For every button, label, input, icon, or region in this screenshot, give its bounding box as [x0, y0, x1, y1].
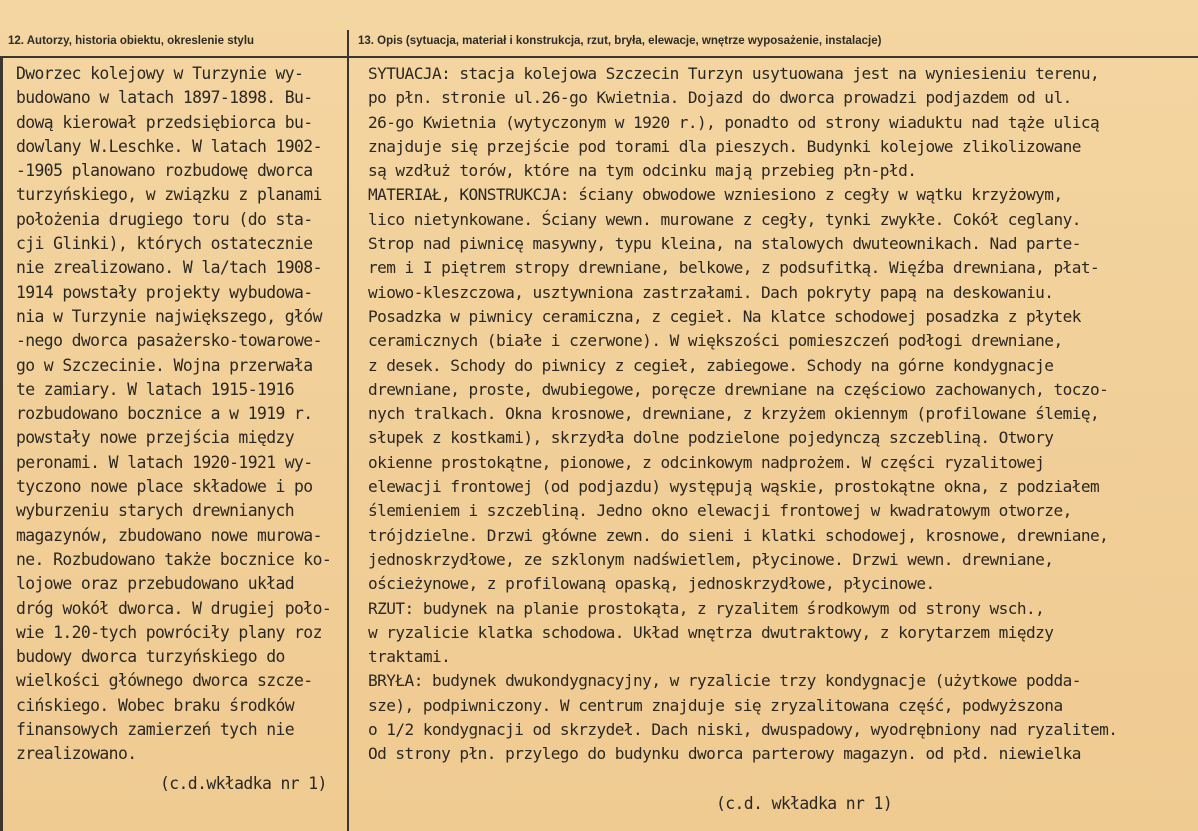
right-column-footer: (c.d. wkładka nr 1) — [716, 794, 893, 813]
text-line: Dworzec kolejowy w Turzynie wy- — [16, 64, 304, 83]
text-line: RZUT: budynek na planie prostokąta, z ryzalitem środkowym od strony wsch., — [368, 598, 1045, 618]
text-line: MATERIAŁ, KONSTRUKCJA: ściany obwodowe wzniesiono z cegły w wątku krzyżowym, — [368, 185, 1063, 205]
text-line: wie 1.20-tych powróciły plany roz — [16, 622, 322, 642]
left-column-footer: (c.d.wkładka nr 1) — [160, 774, 327, 793]
text-line: budowy dworca turzyńskiego do — [16, 647, 285, 667]
text-line: o 1/2 kondygnacji od skrzydeł. Dach niski, dwuspadowy, wyodrębniony nad ryzalitem. — [368, 720, 1118, 740]
text-line: wyburzeniu starych drewnianych — [16, 501, 295, 521]
text-line: -1905 planowano rozbudowę dworca — [16, 161, 313, 181]
text-line: zrealizowano. — [16, 744, 137, 764]
left-column-text — [16, 62, 344, 767]
text-line: z desek. Schody do piwnicy z cegieł, zabiegowe. Schody na górne kondygnacje — [368, 355, 1054, 375]
text-line: drewniane, proste, dwubiegowe, poręcze drewniane na częściowo zachowanych, toczo- — [368, 379, 1109, 399]
text-line: Strop nad piwnicę masywny, typu kleina, na stalowych dwuteownikach. Nad parte- — [368, 234, 1081, 254]
text-line: nie zrealizowano. W la/tach 1908- — [16, 258, 322, 278]
text-line: SYTUACJA: stacja kolejowa Szczecin Turzyn usytuowana jest na wyniesieniu terenu, — [368, 64, 1100, 83]
text-line: dróg wokół dworca. W drugiej poło- — [16, 598, 332, 618]
text-line: w ryzalicie klatka schodowa. Układ wnętrza dwutraktowy, z korytarzem między — [368, 622, 1054, 642]
header-divider — [0, 56, 1198, 58]
text-line: Posadzka w piwnicy ceramiczna, z cegieł. Na klatce schodowej posadzka z płytek — [368, 306, 1081, 326]
right-column-heading: 13. Opis (sytuacja, materiał i konstrukcja, rzut, bryła, elewacje, wnętrze wyposażenie, instalacje) — [358, 35, 882, 47]
text-line: dowlany W.Leschke. W latach 1902- — [16, 136, 322, 156]
text-line: te zamiary. W latach 1915-1916 — [16, 379, 295, 399]
text-line: 1914 powstały projekty wybudowa- — [16, 282, 313, 302]
text-line: peronami. W latach 1920-1921 wy- — [16, 452, 313, 472]
text-line: rem i I piętrem stropy drewniane, belkowe, z podsufitką. Więźba drewniana, płat- — [368, 258, 1100, 278]
text-line: ościeżynowe, z profilowaną opaską, jednoskrzydłowe, płycinowe. — [368, 574, 935, 594]
text-line: nych tralkach. Okna krosnowe, drewniane, z krzyżem okiennym (profilowane ślemię, — [368, 404, 1100, 424]
text-line: ślemieniem i szczebliną. Jedno okno elewacji frontowej w kwadratowym otworze, — [368, 501, 1072, 521]
text-line: traktami. — [368, 647, 451, 667]
text-line: dową kierował przedsiębiorca bu- — [16, 112, 313, 132]
text-line: Od strony płn. przylego do budynku dworca parterowy magazyn. od płd. niewielka — [368, 744, 1081, 764]
text-line: magazynów, zbudowano nowe murowa- — [16, 525, 322, 545]
text-line: go w Szczecinie. Wojna przerwała — [16, 355, 313, 375]
text-line: położenia drugiego toru (do sta- — [16, 209, 313, 229]
text-line: lico nietynkowane. Ściany wewn. murowane z cegły, tynki zwykłe. Cokół ceglany. — [368, 209, 1081, 229]
text-line: znajduje się przejście pod torami dla pieszych. Budynki kolejowe zlikolizowane — [368, 136, 1081, 156]
text-line: budowano w latach 1897-1898. Bu- — [16, 88, 313, 108]
text-line: ne. Rozbudowano także bocznice ko- — [16, 549, 332, 569]
text-line: po płn. stronie ul.26-go Kwietnia. Dojazd do dworca prowadzi podjazdem od ul. — [368, 88, 1072, 108]
text-line: elewacji frontowej (od podjazdu) występują wąskie, prostokątne okna, z podziałem — [368, 477, 1100, 497]
right-column-text — [368, 62, 1194, 767]
text-line: słupek z kostkami), skrzydła dolne podzielone pojedynczą szczebliną. Otwory — [368, 428, 1054, 448]
text-line: rozbudowano bocznice a w 1919 r. — [16, 404, 313, 424]
text-line: tyczono nowe place składowe i po — [16, 477, 313, 497]
text-line: finansowych zamierzeń tych nie — [16, 720, 295, 740]
text-line: 26-go Kwietnia (wytyczonym w 1920 r.), ponadto od strony wiaduktu nad tąże ulicą — [368, 112, 1100, 132]
text-line: lojowe oraz przebudowano układ — [16, 574, 295, 594]
text-line: są wzdłuż torów, które na tym odcinku mają przebieg płn-płd. — [368, 161, 917, 181]
left-column-heading: 12. Autorzy, historia obiektu, okreslenie stylu — [8, 35, 255, 47]
text-line: nia w Turzynie największego, głów — [16, 306, 322, 326]
text-line: -nego dworca pasażersko-towarowe- — [16, 331, 322, 351]
left-border — [0, 56, 3, 831]
text-line: ceramicznych (białe i czerwone). W większości pomieszczeń podłogi drewniane, — [368, 331, 1063, 351]
text-line: okienne prostokątne, pionowe, z odcinkowym nadprożem. W części ryzalitowej — [368, 452, 1045, 472]
text-line: jednoskrzydłowe, ze szklonym nadświetlem, płycinowe. Drzwi wewn. drewniane, — [368, 549, 1054, 569]
text-line: cji Glinki), których ostatecznie — [16, 234, 313, 254]
column-divider — [347, 30, 349, 831]
text-line: sze), podpiwniczony. W centrum znajduje się zryzalitowana część, podwyższona — [368, 695, 1063, 715]
text-line: wielkości głównego dworca szcze- — [16, 671, 313, 691]
text-line: BRYŁA: budynek dwukondygnacyjny, w ryzalicie trzy kondygnacje (użytkowe podda- — [368, 671, 1081, 691]
text-line: trójdzielne. Drzwi główne zewn. do sieni i klatki schodowej, krosnowe, drewniane, — [368, 525, 1109, 545]
text-line: cińskiego. Wobec braku środków — [16, 695, 295, 715]
text-line: turzyńskiego, w związku z planami — [16, 185, 322, 205]
text-line: wiowo-kleszczowa, usztywniona zastrzałami. Dach pokryty papą na deskowaniu. — [368, 282, 1054, 302]
text-line: powstały nowe przejścia między — [16, 428, 295, 448]
